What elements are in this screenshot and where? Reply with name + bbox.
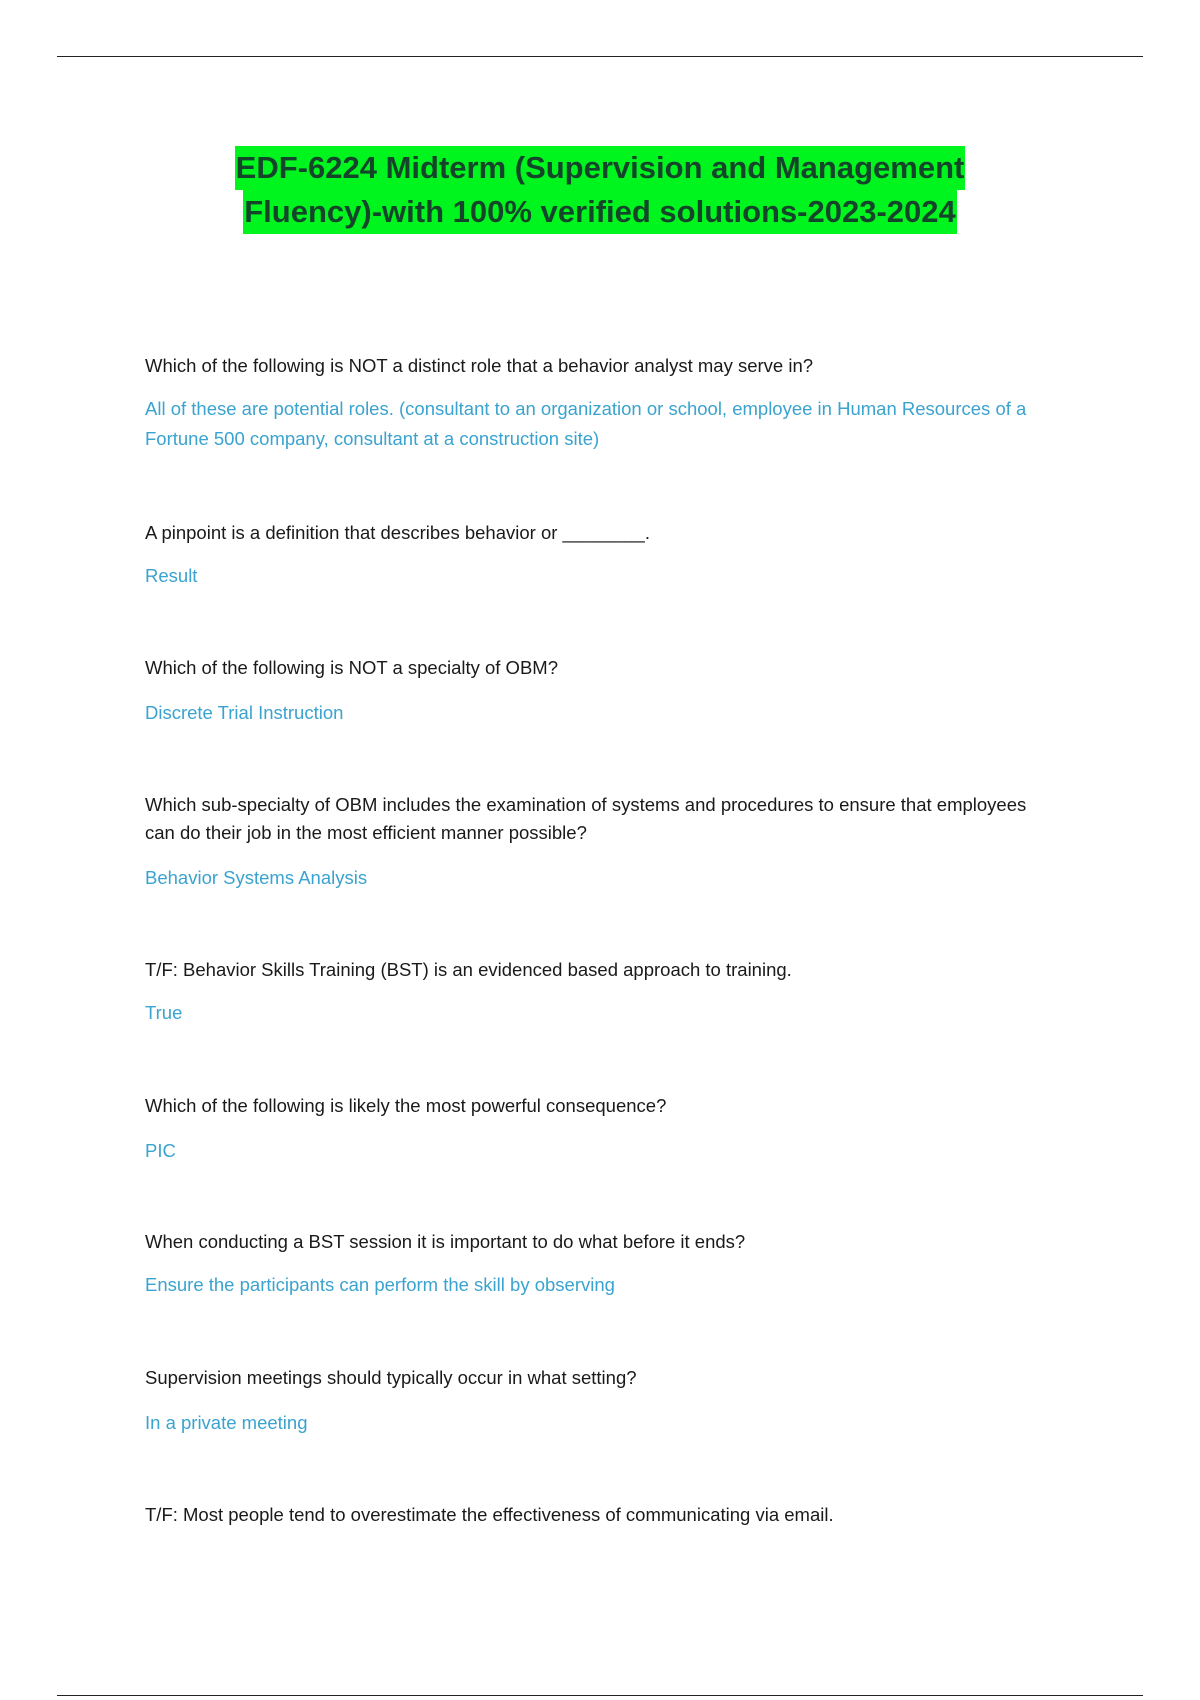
answer-text: Result [145, 565, 198, 586]
answer-text: In a private meeting [145, 1412, 308, 1433]
qa-item-5 [145, 956, 1045, 1028]
answer-text: PIC [145, 1140, 176, 1161]
question-text: A pinpoint is a definition that describes behavior or ________. [145, 522, 650, 543]
question-text: Which of the following is likely the most powerful consequence? [145, 1095, 667, 1116]
qa-item-9 [145, 1501, 1045, 1529]
answer-text: All of these are potential roles. (consultant to an organization or school, employee in Human Resources of a Fortune 500 company, consultant at a construction site) [145, 398, 1027, 449]
qa-item-1 [145, 352, 1045, 454]
question-text: T/F: Behavior Skills Training (BST) is an evidenced based approach to training. [145, 959, 792, 980]
question-text: Which sub-specialty of OBM includes the examination of systems and procedures to ensure that employees can do their job in the most efficient manner possible? [145, 794, 1027, 843]
question-text: Supervision meetings should typically occur in what setting? [145, 1367, 637, 1388]
question-text: When conducting a BST session it is important to do what before it ends? [145, 1231, 746, 1252]
qa-item-4 [145, 791, 1045, 893]
answer-text: Discrete Trial Instruction [145, 702, 344, 723]
question-text: Which of the following is NOT a specialty of OBM? [145, 657, 558, 678]
bottom-rule [57, 1695, 1143, 1696]
answer-text: Ensure the participants can perform the skill by observing [145, 1274, 615, 1295]
answer-text: True [145, 1002, 183, 1023]
document-title [0, 146, 1200, 234]
qa-item-6 [145, 1092, 1045, 1166]
title-line-2: Fluency)-with 100% verified solutions-2023-2024 [243, 190, 957, 234]
question-text: Which of the following is NOT a distinct role that a behavior analyst may serve in? [145, 355, 814, 376]
answer-text: Behavior Systems Analysis [145, 867, 368, 888]
qa-item-3 [145, 654, 1045, 728]
question-text: T/F: Most people tend to overestimate the effectiveness of communicating via email. [145, 1504, 834, 1525]
top-rule [57, 56, 1143, 57]
qa-item-7 [145, 1228, 1045, 1300]
qa-item-8 [145, 1364, 1045, 1438]
title-line-1: EDF-6224 Midterm (Supervision and Management [235, 146, 966, 190]
qa-item-2 [145, 519, 1045, 591]
